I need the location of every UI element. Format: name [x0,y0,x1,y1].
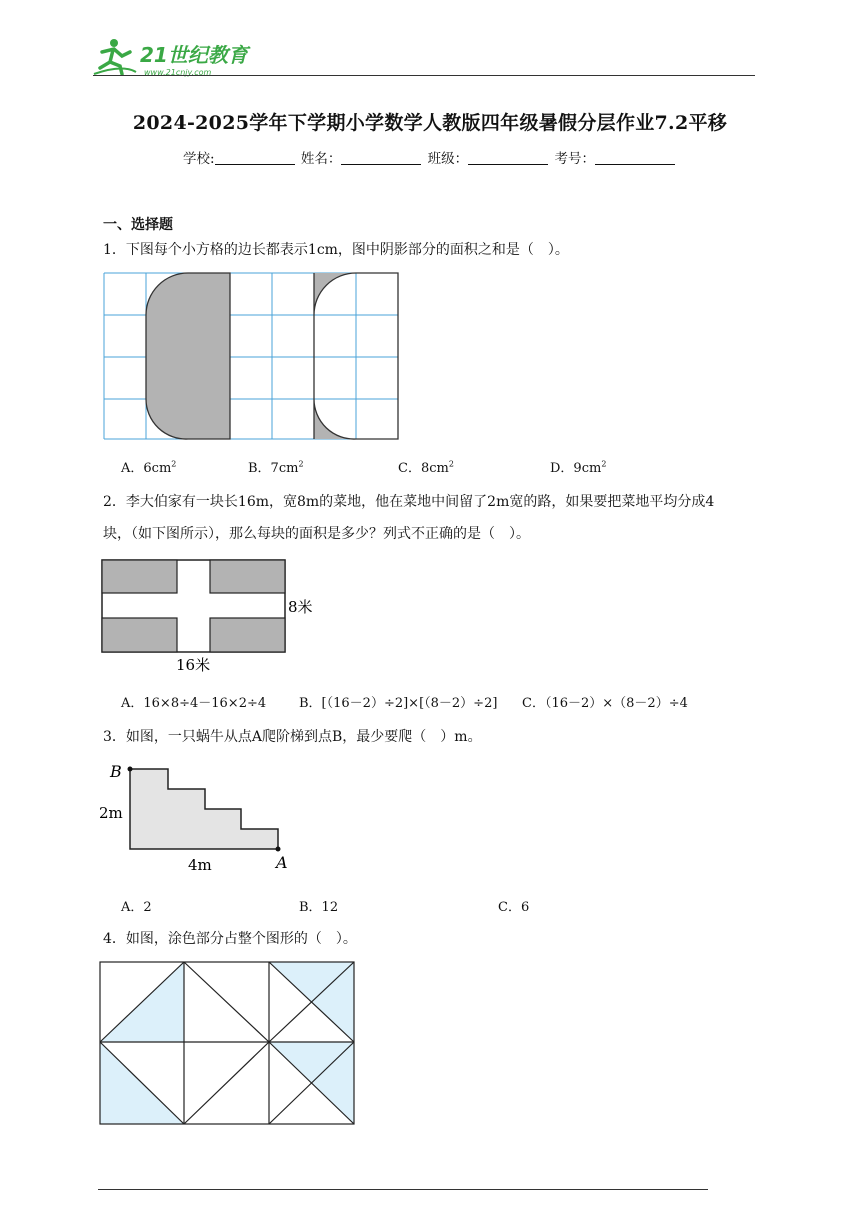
page-title: 2024-2025学年下学期小学数学人教版四年级暑假分层作业7.2平移 [132,112,728,134]
q3-option-b[interactable]: B．12 [299,900,339,915]
school-label: 学校: [183,151,215,167]
question-3-stem: 3．如图，一只蜗牛从点A爬阶梯到点B，最少要爬（ ）m。 [103,729,482,745]
exam-label: 考号： [554,151,595,167]
q1-option-c[interactable]: C．$8cm^2$ [398,459,454,476]
name-field[interactable] [341,150,421,165]
plot-bottom-right [210,618,285,652]
school-field[interactable] [215,150,295,165]
class-label: 班级： [427,151,469,167]
runner-icon [94,39,136,74]
q2-option-a[interactable]: A．16×8÷4－16×2÷4 [121,696,267,711]
exam-field[interactable] [595,150,675,165]
plot-top-right [210,560,285,593]
width-label: 8米 [288,598,313,616]
q4-triangle-figure [98,960,358,1128]
point-b-dot [128,767,133,772]
q2-option-b[interactable]: B．[（16－2）÷2]×[（8－2）÷2] [299,696,498,711]
student-info [0,147,860,167]
class-field[interactable] [468,150,548,165]
q2-field-figure [100,558,325,676]
question-2-stem-line2: 块，（如下图所示），那么每块的面积是多少？列式不正确的是（ ）。 [103,526,530,542]
height-label: 2m [99,804,123,822]
logo [92,34,262,80]
question-1-stem: 1．下图每个小方格的边长都表示1cm，图中阴影部分的面积之和是（ ）。 [103,242,569,258]
point-b-label: B [110,762,122,781]
shaded-corner-top [314,273,356,315]
name-label: 姓名： [300,151,342,167]
q3-option-c[interactable]: C．6 [498,900,530,915]
footer-rule [98,1189,708,1190]
section-title: 一、选择题 [103,217,173,233]
point-a-dot [276,847,281,852]
staircase-shape [130,769,278,849]
q2-option-c[interactable]: C．（16－2）×（8－2）÷4 [522,696,688,711]
q3-option-a[interactable]: A．2 [121,900,152,915]
q1-grid-figure [103,272,403,444]
plot-top-left [102,560,177,593]
q1-option-a[interactable]: A．$6cm^2$ [121,459,177,476]
header-rule [93,75,755,76]
length-label: 16米 [176,656,211,674]
q1-option-b[interactable]: B．$7cm^2$ [248,459,304,476]
plot-bottom-left [102,618,177,652]
question-4-stem: 4．如图，涂色部分占整个图形的（ ）。 [103,931,357,947]
logo-url: www.21cnjy.com [144,68,212,77]
logo-brand: 21世纪教育 [140,43,248,67]
point-a-label: A [276,853,288,872]
shaded-corner-bottom [314,399,356,439]
question-2-stem-line1: 2．李大伯家有一块长16m，宽8m的菜地，他在菜地中间留了2m宽的路，如果要把菜地平均分成4 [103,494,715,510]
q3-stair-figure [96,758,296,878]
q1-option-d[interactable]: D．$9cm^2$ [550,459,607,476]
shaded-shape-left [146,273,230,439]
width-label: 4m [188,856,212,874]
